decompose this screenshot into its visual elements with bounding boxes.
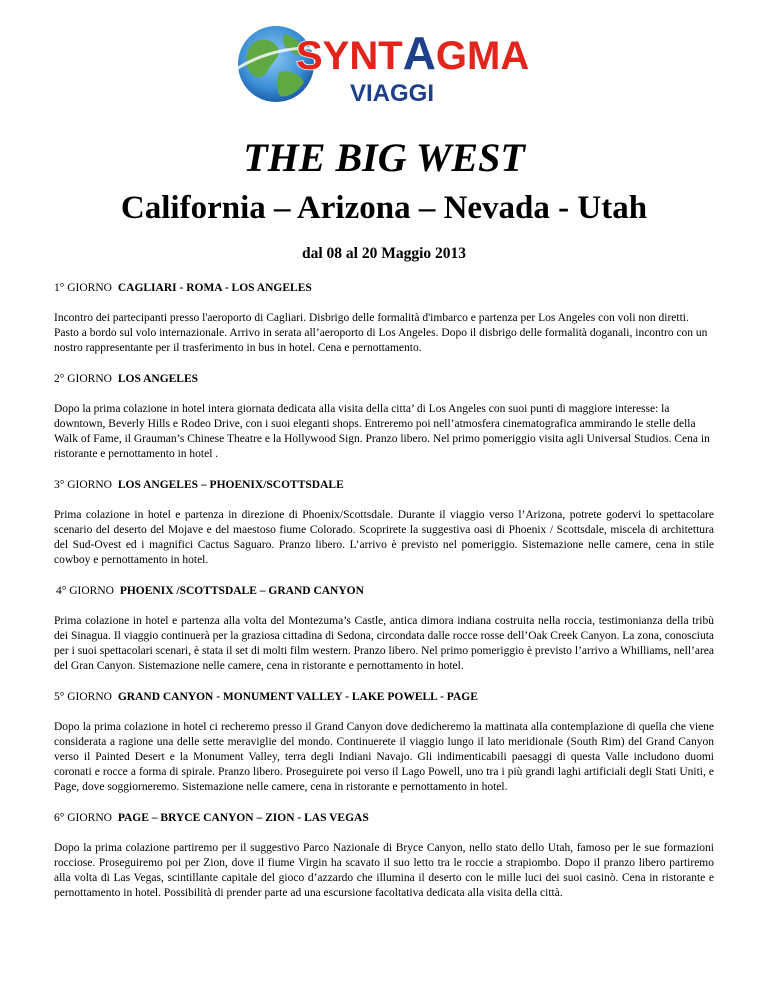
logo-graphic	[234, 22, 530, 107]
day-heading	[54, 689, 714, 705]
day-route: PAGE – BRYCE CANYON – ZION - LAS VEGAS	[117, 812, 369, 824]
day-number: 4° GIORNO	[56, 585, 114, 597]
itinerary-day	[54, 689, 714, 795]
day-heading	[54, 583, 714, 599]
document-subtitle: California – Arizona – Nevada - Utah	[120, 190, 648, 226]
day-heading	[54, 810, 714, 826]
day-route: LOS ANGELES – PHOENIX/SCOTTSDALE	[117, 479, 344, 491]
itinerary-day	[54, 280, 714, 356]
day-route: LOS ANGELES	[117, 373, 199, 385]
day-route: PHOENIX /SCOTTSDALE – GRAND CANYON	[119, 585, 364, 597]
day-description: Prima colazione in hotel e partenza in direzione di Phoenix/Scottsdale. Durante il viaggio verso l’Arizona, potrete godervi lo spettacolare scenario del deserto del Mojave e del maestoso fiume Colorado. Scoprirete la suggestiva oasi di Phoenix / Scottsdale, miscela di architettura del Sud-Ovest ed i magnifici Cactus Saguaro. Pranzo libero. L’arrivo è previsto nel pomeriggio. Sistemazione nelle camere, cena in stile cowboy e pernottamento in hotel.	[54, 509, 714, 566]
day-number: 3° GIORNO	[54, 479, 112, 491]
itinerary	[54, 280, 714, 916]
day-heading	[54, 371, 714, 387]
day-description: Incontro dei partecipanti presso l'aeroporto di Cagliari. Disbrigo delle formalità d'imbarco e partenza per Los Angeles con voli non diretti. Pasto a bordo sul volo internazionale. Arrivo in serata all’aeroporto di Los Angeles. Dopo il disbrigo delle formalità doganali, incontro con un nostro rappresentante per il trasferimento in bus in hotel. Cena e pernottamento.	[54, 312, 708, 354]
day-heading	[54, 280, 714, 296]
day-number: 2° GIORNO	[54, 373, 112, 385]
syntagma-viaggi-logo	[234, 22, 530, 107]
itinerary-day	[54, 810, 714, 901]
day-route: CAGLIARI - ROMA - LOS ANGELES	[117, 282, 312, 294]
day-number: 6° GIORNO	[54, 812, 112, 824]
logo-brand-text: SYNTAGMA	[296, 27, 530, 79]
itinerary-day	[54, 477, 714, 568]
travel-dates: dal 08 al 20 Maggio 2013	[301, 245, 467, 262]
day-description: Prima colazione in hotel e partenza alla volta del Montezuma’s Castle, antica dimora indiana costruita nella roccia, testimonianza della tribù dei Sinagua. Il viaggio continuerà per la graziosa cittadina di Sedona, circondata dalle rocce rosse dell’Oak Creek Canyon. La zona, conosciuta per i suoi spettacolari scenari, è stata il set di molti film western. Pranzo libero. Nel primo pomeriggio è previsto l’arrivo a Whilliams, nell’area del Gran Canyon. Sistemazione nelle camere, cena in ristorante e pernottamento in hotel.	[54, 615, 714, 672]
itinerary-day	[54, 371, 714, 462]
document-title: THE BIG WEST	[243, 135, 525, 180]
day-description: Dopo la prima colazione partiremo per il suggestivo Parco Nazionale di Bryce Canyon, nello stato dello Utah, famoso per le sue formazioni rocciose. Proseguiremo poi per Zion, dove il fiume Virgin ha scavato il suo letto tra le roccie a strapiombo. Dopo il pranzo libero partiremo alla volta di Las Vegas, scintillante capitale del gioco d’azzardo che illumina il deserto con le mille luci dei suoi casinò. Cena in ristorante e pernottamento in hotel. Possibilità di prender parte ad una escursione facoltativa dedicata alla visita della città.	[54, 842, 714, 899]
day-number: 1° GIORNO	[54, 282, 112, 294]
day-route: GRAND CANYON - MONUMENT VALLEY - LAKE POWELL - PAGE	[117, 691, 478, 703]
itinerary-day	[54, 583, 714, 674]
day-description: Dopo la prima colazione in hotel intera giornata dedicata alla visita della citta’ di Los Angeles con suoi punti di maggiore interesse: la downtown, Beverly Hills e Rodeo Drive, con i suoi eleganti shops. Entreremo poi nell’atmosfera cinematografica ammirando le stelle della Walk of Fame, il Grauman’s Chinese Theatre e la Hollywood Sign. Pranzo libero. Nel primo pomeriggio visita agli Universal Studios. Cena in ristorante e pernottamento in hotel .	[54, 403, 710, 460]
day-number: 5° GIORNO	[54, 691, 112, 703]
day-description: Dopo la prima colazione in hotel ci recheremo presso il Grand Canyon dove dedicheremo la mattinata alla contemplazione di quella che viene considerata a ragione una delle sette meraviglie del mondo. Continuerete il viaggio lungo il lato meridionale (South Rim) del Grand Canyon verso il Painted Desert e la Monument Valley, terra degli Indiani Navajo. Gli indimenticabili paesaggi di questa Valle includono duomi coronati e rocce a forma di spirale. Pranzo libero. Proseguirete poi verso il Lago Powell, uno tra i più grandi laghi artificiali degli Stati Uniti, e Page, dove soggiorneremo. Sistemazione nelle camere, cena in ristorante e pernottamento in hotel.	[54, 721, 714, 793]
day-heading	[54, 477, 714, 493]
logo-tagline: VIAGGI	[350, 80, 435, 107]
